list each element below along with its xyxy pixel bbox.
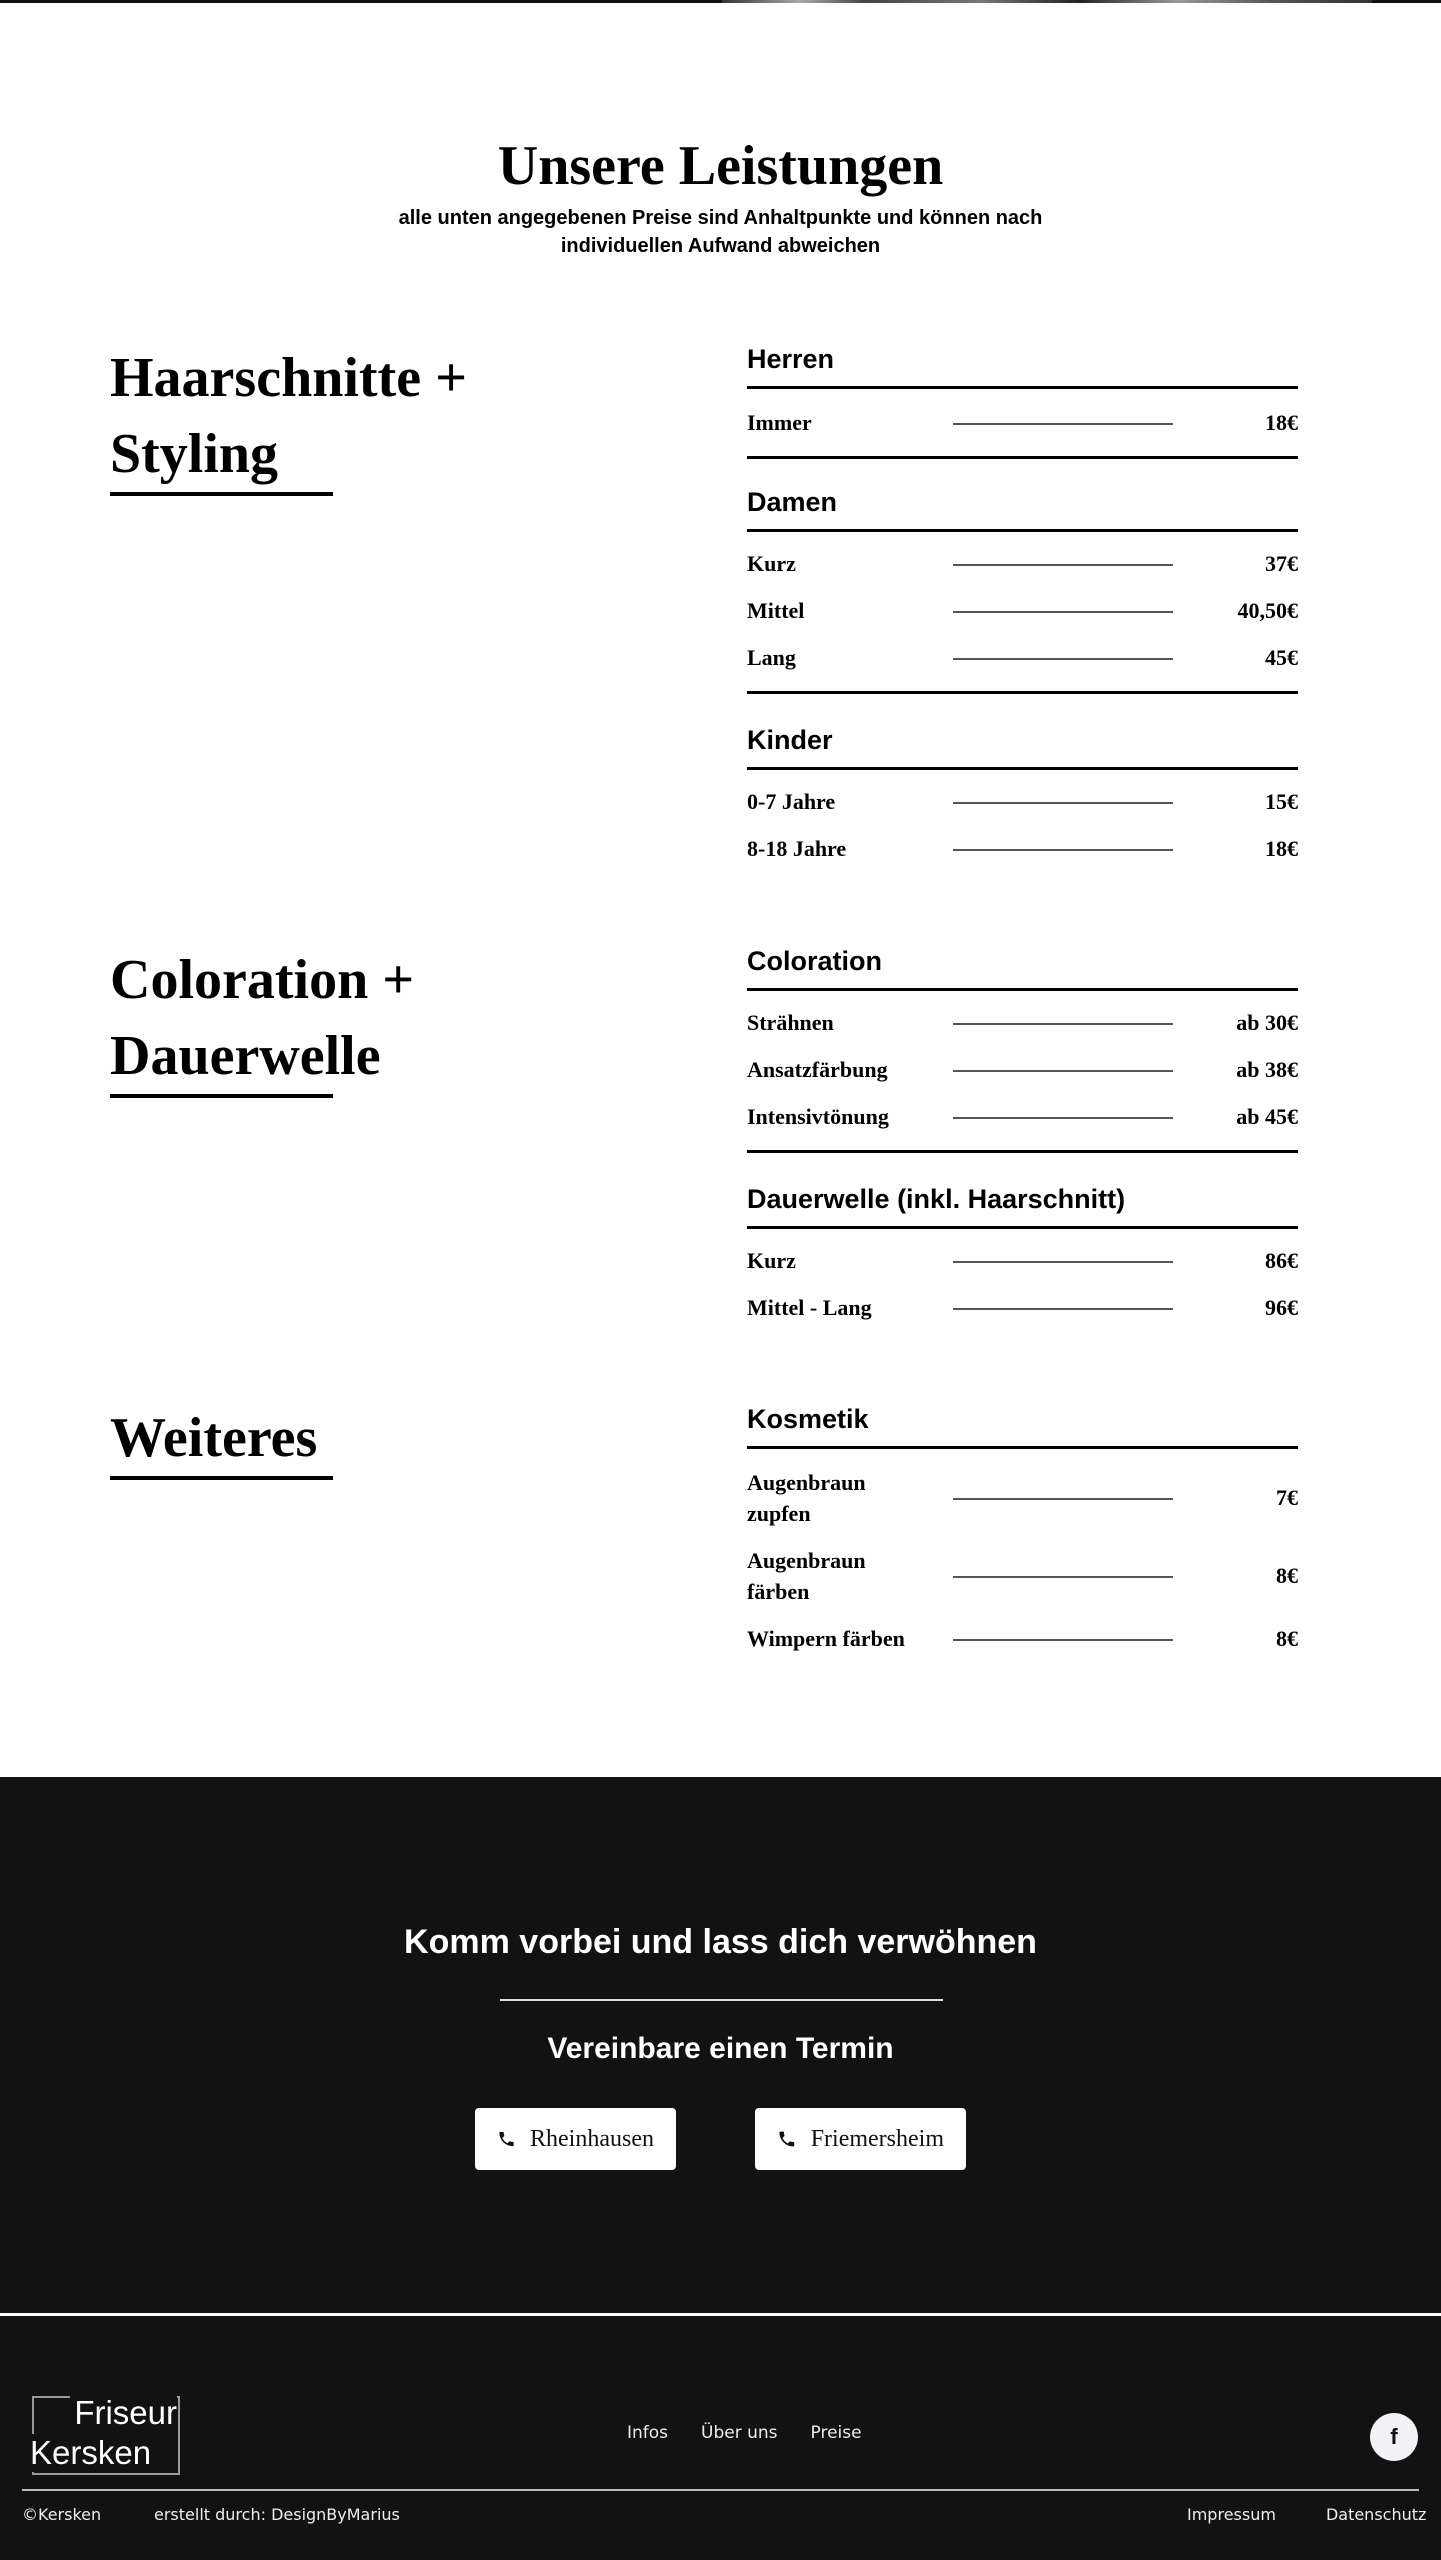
price-row [747, 587, 1298, 634]
service-name: Mittel [747, 598, 805, 623]
service-name: Kurz [747, 551, 796, 576]
price-row [747, 999, 1298, 1046]
price-row [747, 540, 1298, 587]
title-underline [110, 1094, 333, 1098]
footer-link-infos[interactable]: Infos [627, 2423, 669, 2443]
price-row [747, 1459, 1298, 1537]
service-price: 7€ [1276, 1485, 1298, 1510]
service-price: 15€ [1265, 788, 1298, 814]
phone-icon [777, 2125, 797, 2153]
service-name: Immer [747, 410, 812, 435]
hero-image-strip [0, 0, 1441, 3]
service-price: ab 38€ [1236, 1056, 1298, 1082]
logo[interactable] [31, 2396, 181, 2475]
price-row [747, 1237, 1298, 1284]
leader-line [953, 564, 1173, 566]
price-row [747, 1537, 1298, 1615]
category-title-line: Weiteres [110, 1407, 318, 1469]
service-name: Intensivtönung [747, 1104, 889, 1129]
logo-line1: Friseur [70, 2394, 177, 2432]
leader-line [953, 1639, 1173, 1641]
cta-divider [500, 1999, 943, 2001]
price-row [747, 778, 1298, 825]
leader-line [953, 1308, 1173, 1310]
service-name: Augenbraun zupfen [747, 1470, 866, 1526]
phone-icon [497, 2125, 516, 2153]
call-rheinhausen-button[interactable] [475, 2108, 676, 2170]
service-name: Augenbraun färben [747, 1548, 866, 1604]
leader-line [953, 1117, 1173, 1119]
price-group-damen [747, 485, 1298, 694]
leader-line [953, 802, 1173, 804]
copyright: ©Kersken [22, 2505, 102, 2524]
title-underline [110, 1476, 333, 1480]
category-title-line: Dauerwelle [110, 1025, 381, 1087]
leader-line [953, 1023, 1173, 1025]
category-title-line: Haarschnitte + [110, 347, 467, 409]
legal-links [1187, 2505, 1426, 2524]
group-title: Coloration [747, 944, 1298, 991]
cta-title: Komm vorbei und lass dich verwöhnen [404, 1923, 1037, 1961]
group-title: Kosmetik [747, 1402, 1298, 1449]
cta-subtitle: Vereinbare einen Termin [547, 2032, 894, 2065]
footer-nav [627, 2423, 862, 2443]
price-group-kosmetik [747, 1402, 1298, 1662]
group-title: Damen [747, 485, 1298, 532]
service-name: 8-18 Jahre [747, 836, 847, 861]
service-name: Lang [747, 645, 796, 670]
footer-bottom-divider [22, 2489, 1419, 2491]
price-group-herren [747, 342, 1298, 459]
price-disclaimer: alle unten angegebenen Preise sind Anhaltpunkte und können nach individuellen Aufwand abweichen [398, 207, 1043, 257]
category-title-weiteres [110, 1400, 333, 1480]
leader-line [953, 658, 1173, 660]
leader-line [953, 423, 1173, 425]
price-row [747, 634, 1298, 681]
datenschutz-link[interactable]: Datenschutz [1325, 2505, 1427, 2524]
service-price: 96€ [1265, 1294, 1298, 1320]
group-title: Kinder [747, 723, 1298, 770]
leader-line [953, 1261, 1173, 1263]
price-row [747, 399, 1298, 446]
button-label: Rheinhausen [530, 2125, 654, 2152]
service-price: 18€ [1265, 409, 1298, 435]
price-row [747, 825, 1298, 872]
service-name: Strähnen [747, 1010, 834, 1035]
service-price: ab 30€ [1236, 1009, 1298, 1035]
service-price: ab 45€ [1236, 1103, 1298, 1129]
leader-line [953, 1070, 1173, 1072]
price-row [747, 1046, 1298, 1093]
leader-line [953, 611, 1173, 613]
category-title-line: Styling [110, 423, 279, 485]
service-name: Wimpern färben [747, 1626, 905, 1651]
service-price: 45€ [1265, 644, 1298, 670]
price-group-dauerwelle [747, 1182, 1298, 1331]
footer-link-preise[interactable]: Preise [810, 2423, 862, 2443]
service-name: Ansatzfärbung [747, 1057, 888, 1082]
button-label: Friemersheim [810, 2125, 944, 2152]
service-price: 18€ [1265, 835, 1298, 861]
price-row [747, 1284, 1298, 1331]
service-name: 0-7 Jahre [747, 789, 836, 814]
service-price: 37€ [1265, 550, 1298, 576]
footer-divider [0, 2313, 1441, 2316]
category-title-haarschnitte [110, 340, 467, 496]
impressum-link[interactable]: Impressum [1187, 2505, 1276, 2524]
service-price: 40,50€ [1237, 597, 1298, 623]
services-intro [0, 130, 1441, 260]
price-row [747, 1093, 1298, 1140]
logo-line2: Kersken [30, 2434, 155, 2472]
facebook-icon[interactable]: f [1370, 2413, 1418, 2461]
service-price: 8€ [1276, 1625, 1298, 1651]
price-group-coloration [747, 944, 1298, 1153]
price-row [747, 1615, 1298, 1662]
group-title: Herren [747, 342, 1298, 389]
contact-section [0, 1777, 1441, 2560]
footer-link-ueber-uns[interactable]: Über uns [701, 2423, 778, 2443]
leader-line [953, 1576, 1173, 1578]
service-name: Kurz [747, 1248, 796, 1273]
hero-image-edge [722, 0, 1372, 3]
leader-line [953, 849, 1173, 851]
service-name: Mittel - Lang [747, 1295, 872, 1320]
category-title-line: Coloration + [110, 949, 415, 1011]
category-title-coloration [110, 942, 414, 1098]
leader-line [953, 1498, 1173, 1500]
service-price: 8€ [1276, 1563, 1298, 1588]
credit: erstellt durch: DesignByMarius [154, 2505, 400, 2524]
call-friemersheim-button[interactable] [755, 2108, 966, 2170]
price-group-kinder [747, 723, 1298, 872]
page-title: Unsere Leistungen [497, 135, 944, 197]
title-underline [110, 492, 333, 496]
service-price: 86€ [1265, 1247, 1298, 1273]
group-title: Dauerwelle (inkl. Haarschnitt) [747, 1182, 1298, 1229]
